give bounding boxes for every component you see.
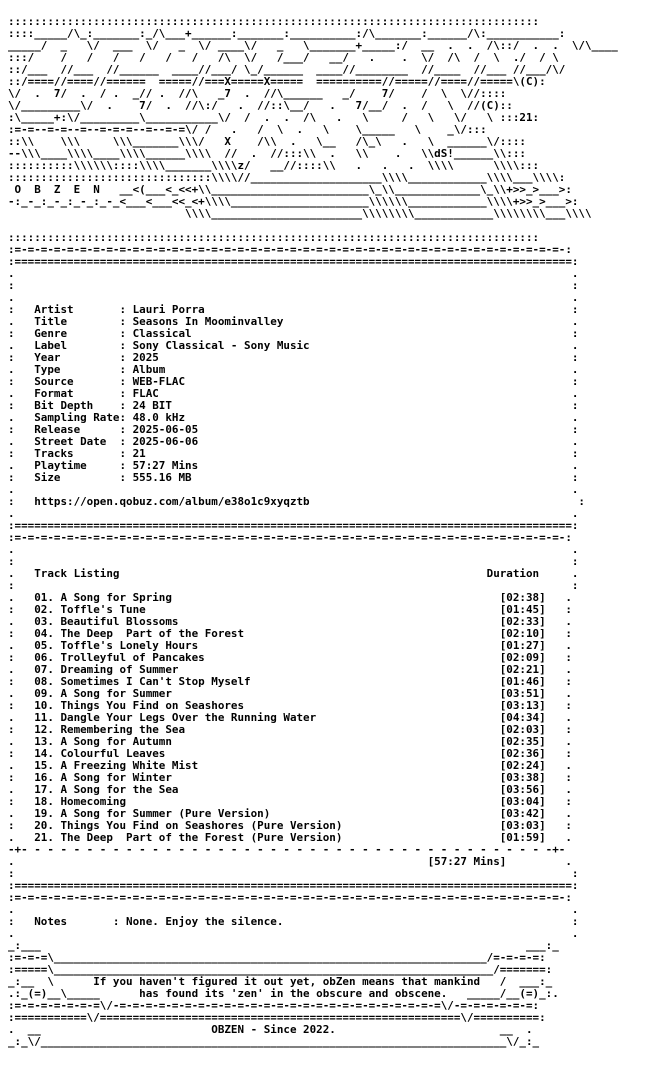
nfo-line: :=-=-=-=-=-=-=-=-=-=-=-=-=-=-=-=-=-=-=-=-=-=-=-=-=-=-=-=-=-=-=-=-=-=-=-=-=-=-=-=-=-=-: xyxy=(8,531,572,544)
nfo-line: .:_(=)__\_____ has found its 'zen' in the obscure and obscene. _____/__(=)_:. xyxy=(8,987,559,1000)
nfo-line: \/ . 7/ . / . _// . //\ _7 . //\______ _/ 7/ / \ \//:::: xyxy=(8,87,507,100)
nfo-line: . . xyxy=(8,903,579,916)
nfo-line: . 05. Toffle's Lonely Hours [01:27] . xyxy=(8,639,572,652)
nfo-line: ::/====//====//====== =====//===X=====X===== ==========//=====//====//=====\(C): xyxy=(8,75,546,88)
nfo-line: : Notes : None. Enjoy the silence. : xyxy=(8,915,579,928)
nfo-line: ::\\ \\\ \\\_______\\\/ X /\\ . \__ /\_\ . \ ______\/:::: xyxy=(8,135,526,148)
nfo-line: :=-=--=-=--=--=-=-=--=--=-=\/ / . / \ . \ \_____ \ _\/::: xyxy=(8,123,487,136)
nfo-line: . Type : Album . xyxy=(8,363,579,376)
nfo-line: . 03. Beautiful Blossoms [02:33] . xyxy=(8,615,572,628)
nfo-line: . __ OBZEN - Since 2022. __ . xyxy=(8,1023,533,1036)
nfo-line: : 20. Things You Find on Seashores (Pure Version) [03:03] : xyxy=(8,819,572,832)
nfo-line: _:_\/_______________________________________________________________________\/_:_ xyxy=(8,1035,540,1048)
nfo-line: . 19. A Song for Summer (Pure Version) [03:42] . xyxy=(8,807,572,820)
nfo-document xyxy=(8,4,618,1048)
nfo-line: :=-=-=-=-=-=-=-=-=-=-=-=-=-=-=-=-=-=-=-=-=-=-=-=-=-=-=-=-=-=-=-=-=-=-=-=-=-=-=-=-=-=-: xyxy=(8,243,572,256)
nfo-line: : : xyxy=(8,867,579,880)
nfo-line: . Format : FLAC . xyxy=(8,387,579,400)
nfo-line: : 14. Colourful Leaves [02:36] : xyxy=(8,747,572,760)
nfo-line: : Bit Depth : 24 BIT : xyxy=(8,399,579,412)
nfo-line: : https://open.qobuz.com/album/e38o1c9xyqztb : xyxy=(8,495,585,508)
nfo-line: : 04. The Deep Part of the Forest [02:10] : xyxy=(8,627,572,640)
nfo-line: -+- - - - - - - - - - - - - - - - - - - - - - - - - - - - - - - - - - - - - - - - -+- xyxy=(8,843,566,856)
nfo-line: --\\\____\\\\____\\\\______\\\\ // . //:::\\ . \\ . \\dS!______\\::: xyxy=(8,147,526,160)
nfo-line: _____/ _ \/ ___ \/ _ \/ ____\/ _ \_______+_____:/ __ . . /\::/ . . \/\____ xyxy=(8,39,618,52)
nfo-line: : 10. Things You Find on Seashores [03:13] : xyxy=(8,699,572,712)
nfo-line: . . xyxy=(8,483,579,496)
nfo-line: . . xyxy=(8,291,579,304)
nfo-line: :::/ / / / / / / /\ \/ /___/ __/ . . \/ /\ / \ ./ / \ xyxy=(8,51,559,64)
nfo-line: . Street Date : 2025-06-06 . xyxy=(8,435,579,448)
nfo-line: O B Z E N __<(___<_<<+\\________________________\_\\_____________\_\\+>>_>___>: xyxy=(8,183,572,196)
nfo-line: . [57:27 Mins] . xyxy=(8,855,572,868)
nfo-line: . . xyxy=(8,507,579,520)
nfo-line: . 07. Dreaming of Summer [02:21] . xyxy=(8,663,572,676)
nfo-line: ::::::::::::::::::::::::::::::::::::::::::::::::::::::::::::::::::::::::::::::::: xyxy=(8,231,540,244)
nfo-line: : Tracks : 21 : xyxy=(8,447,579,460)
nfo-line: :=-=-=\__________________________________________________________________/=-=-=-=: xyxy=(8,951,546,964)
nfo-line: :=====================================================================================: xyxy=(8,519,579,532)
nfo-line: . . xyxy=(8,267,579,280)
nfo-line: : : xyxy=(8,279,579,292)
nfo-line: \/_________\/ . 7/ . //\:/ . //::\__/ . 7/__/ . / \ //(C):: xyxy=(8,99,513,112)
nfo-line: : Genre : Classical : xyxy=(8,327,579,340)
nfo-line: . Sampling Rate: 48.0 kHz . xyxy=(8,411,579,424)
nfo-line: :=-=-=-=-=-=-=-=-=-=-=-=-=-=-=-=-=-=-=-=-=-=-=-=-=-=-=-=-=-=-=-=-=-=-=-=-=-=-=-=-=-=-: xyxy=(8,891,572,904)
nfo-line: . Playtime : 57:27 Mins . xyxy=(8,459,579,472)
nfo-line: . . xyxy=(8,927,579,940)
nfo-line: :::::::::::::::::::::::::::::::\\\\//____________________\\\\____________\\\\___\\\\: xyxy=(8,171,566,184)
nfo-line: :=====================================================================================: xyxy=(8,255,579,268)
nfo-line: : 02. Toffle's Tune [01:45] : xyxy=(8,603,572,616)
nfo-line: . 01. A Song for Spring [02:38] . xyxy=(8,591,572,604)
nfo-line: :=-=-=-=-=-=-=\/-=-=-=-=-=-=-=-=-=-=-=-=-=-=-=-=-=-=-=-=-=-=-=-=-=\/-=-=-=-=-=-=: xyxy=(8,999,540,1012)
nfo-line: . Track Listing Duration . xyxy=(8,567,579,580)
nfo-line: \\\\_______________________\\\\\\\\____________\\\\\\\\___\\\\ xyxy=(8,207,592,220)
nfo-line: : 16. A Song for Winter [03:38] : xyxy=(8,771,572,784)
nfo-line: ::/___ //___ //______ ____//___/ \_/______ ____//________ //____ //___ //___/\/ xyxy=(8,63,566,76)
nfo-line: : Artist : Lauri Porra : xyxy=(8,303,579,316)
nfo-line: :=====\___________________________________________________________________/=======: xyxy=(8,963,553,976)
nfo-line: -:_-_:_-_:_-_:_-_<___<___<<_<+\\\\_____________________\\\\\\____________\\\\+>>_>___>: xyxy=(8,195,579,208)
nfo-line: : Release : 2025-06-05 : xyxy=(8,423,579,436)
nfo-line: . 17. A Song for the Sea [03:56] . xyxy=(8,783,572,796)
nfo-line: . Label : Sony Classical - Sony Music . xyxy=(8,339,579,352)
nfo-line: :===========\/=======================================================\/==========: xyxy=(8,1011,546,1024)
nfo-line: :\_____+:\/_________\___________\/ / . . /\ . \ / \ \/ \ :::21: xyxy=(8,111,540,124)
nfo-line: . 15. A Freezing White Mist [02:24] . xyxy=(8,759,572,772)
nfo-line: ::::::::::\\\\\\::::\\\\_______\\\\z/ __//::::\\ . . . \\\\ \\\\::: xyxy=(8,159,540,172)
nfo-line: . 11. Dangle Your Legs Over the Running Water [04:34] . xyxy=(8,711,572,724)
nfo-line: : Size : 555.16 MB : xyxy=(8,471,579,484)
nfo-line: . 13. A Song for Autumn [02:35] . xyxy=(8,735,572,748)
nfo-line: :=====================================================================================: xyxy=(8,879,579,892)
nfo-line: ::::::::::::::::::::::::::::::::::::::::::::::::::::::::::::::::::::::::::::::::: xyxy=(8,15,540,28)
nfo-line: : : xyxy=(8,579,579,592)
nfo-line: : 12. Remembering the Sea [02:03] : xyxy=(8,723,572,736)
nfo-line: : 06. Trolleyful of Pancakes [02:09] : xyxy=(8,651,572,664)
nfo-line: _:___ ___:_ xyxy=(8,939,559,952)
nfo-line: . . xyxy=(8,543,579,556)
nfo-line: _:__ \ If you haven't figured it out yet, obZen means that mankind / ___:_ xyxy=(8,975,553,988)
nfo-line: : 08. Sometimes I Can't Stop Myself [01:46] : xyxy=(8,675,572,688)
nfo-line: : Source : WEB-FLAC : xyxy=(8,375,579,388)
nfo-line: : : xyxy=(8,555,579,568)
nfo-line: : 18. Homecoming [03:04] : xyxy=(8,795,572,808)
nfo-line: . 21. The Deep Part of the Forest (Pure Version) [01:59] . xyxy=(8,831,572,844)
nfo-line: . 09. A Song for Summer [03:51] . xyxy=(8,687,572,700)
nfo-line: : Year : 2025 : xyxy=(8,351,579,364)
nfo-line: ::::_____/\_:_______:_/\___+______:_______:__________:/\_______:______/\:___________: xyxy=(8,27,566,40)
nfo-line: . Title : Seasons In Moominvalley . xyxy=(8,315,579,328)
